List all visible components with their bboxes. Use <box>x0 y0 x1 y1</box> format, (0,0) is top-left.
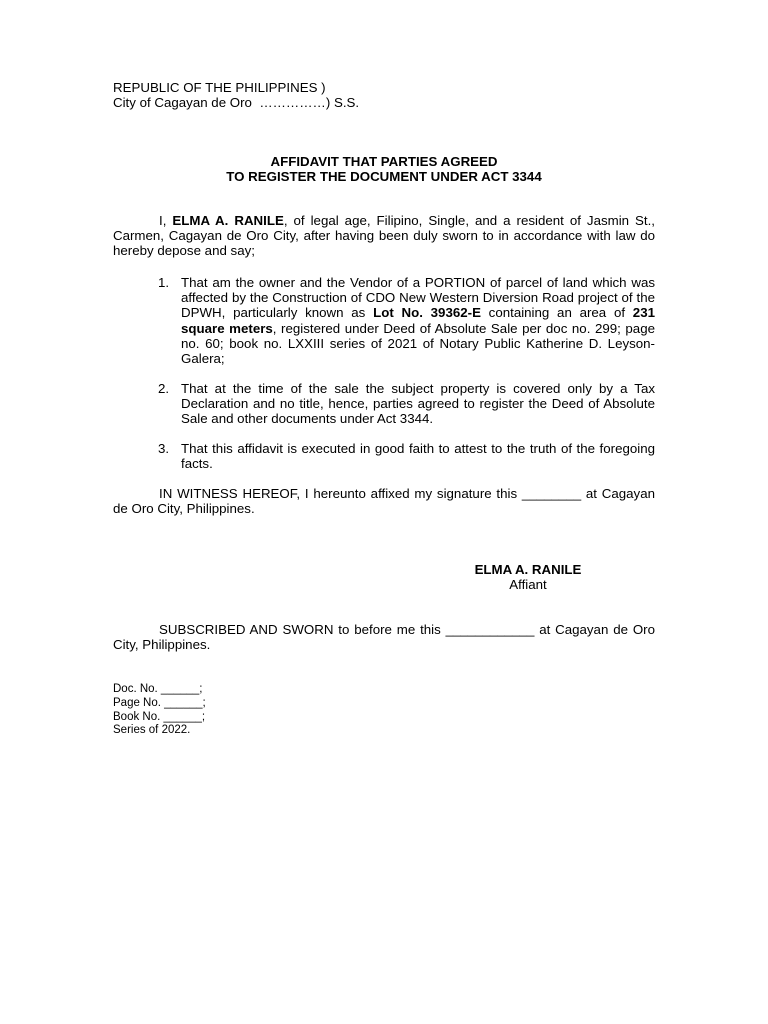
jurat-paragraph: SUBSCRIBED AND SWORN to before me this ____________ at Cagayan de Oro City, Philippines. <box>113 622 655 653</box>
venue-city: City of Cagayan de Oro ……………) S.S. <box>113 95 360 111</box>
list-item <box>113 441 655 471</box>
page-no: Page No. ______; <box>113 696 206 709</box>
affiant-name-inline: ELMA A. RANILE <box>172 213 284 228</box>
list-item <box>113 381 655 427</box>
lot-number: Lot No. 39362-E <box>373 305 481 321</box>
item-number: 3. <box>158 440 170 456</box>
intro-post: , of legal age, Filipino, Single, and a resident of Jasmin St., Carmen, Cagayan de Oro City, after having been duly sworn to in accordance with law do hereby depose and say; <box>113 213 655 259</box>
document-title <box>113 154 655 184</box>
book-no: Book No. ______; <box>113 710 206 723</box>
item-text: That at the time of the sale the subject property is covered only by a Tax Declaration and no title, hence, parties agreed to register the Deed of Absolute Sale and other documents under Act 3344. <box>181 380 655 427</box>
item-number: 1. <box>158 275 170 290</box>
doc-no: Doc. No. ______; <box>113 683 203 695</box>
affiant-name: ELMA A. RANILE <box>474 562 582 577</box>
intro-paragraph <box>113 213 655 259</box>
series: Series of 2022. <box>113 724 191 737</box>
item-number: 2. <box>158 380 170 396</box>
numbered-list <box>113 275 655 486</box>
notarial-register <box>113 683 206 738</box>
signature-block <box>400 562 656 592</box>
affiant-label: Affiant <box>509 577 547 593</box>
intro-pre: I, <box>159 213 173 228</box>
item-text: That this affidavit is executed in good faith to attest to the truth of the foregoing facts. <box>181 440 655 472</box>
venue-block <box>113 80 673 110</box>
title-line-1: AFFIDAVIT THAT PARTIES AGREED <box>270 154 498 169</box>
list-item <box>113 275 655 366</box>
venue-republic: REPUBLIC OF THE PHILIPPINES ) <box>113 80 326 95</box>
lot-area: 231 square meters <box>181 305 655 336</box>
item-text: That am the owner and the Vendor of a PORTION of parcel of land which was affected by the Construction of CDO New Western Diversion Road project of the DPWH, particularly known as Lot No. 39362-E containing an area of 231 square meters, registered under Deed of Absolute Sale per doc no. 299; page no. 60; book no. LXXIII series of 2021 of Notary Public Katherine D. Leyson-Galera; <box>181 275 655 367</box>
title-line-2: TO REGISTER THE DOCUMENT UNDER ACT 3344 <box>226 169 542 185</box>
witness-paragraph: IN WITNESS HEREOF, I hereunto affixed my signature this ________ at Cagayan de Oro City, Philippines. <box>113 486 655 517</box>
